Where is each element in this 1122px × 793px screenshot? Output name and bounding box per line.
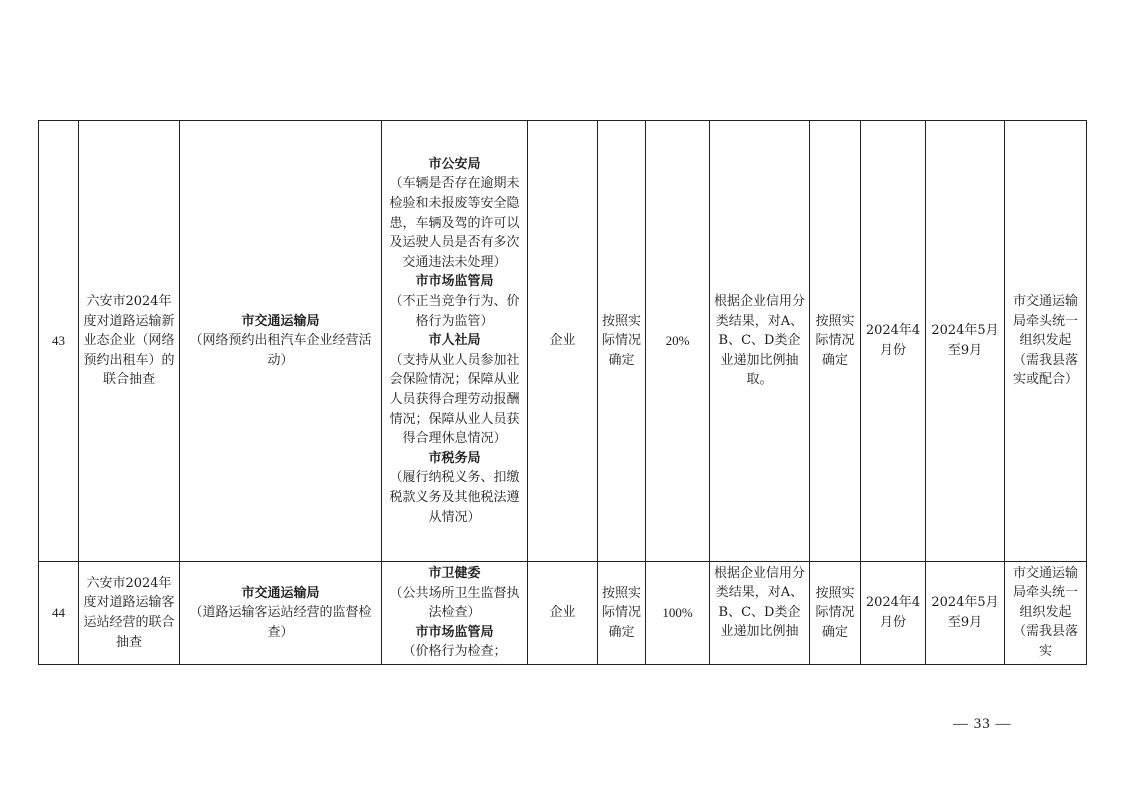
lead-department (180, 562, 382, 665)
row-number: 44 (39, 562, 79, 665)
support-dept-desc: （公共场所卫生监督执法检查） (389, 585, 520, 621)
support-dept-desc: （履行纳税义务、扣缴税款义务及其他税法遵从情况） (389, 470, 520, 525)
support-dept-name: 市税务局 (428, 450, 481, 466)
support-dept-name: 市公安局 (428, 156, 481, 172)
lead-dept-desc: （网络预约出租汽车企业经营活动） (189, 333, 372, 368)
lead-dept-name: 市交通运输局 (241, 313, 320, 329)
table-row (39, 121, 1087, 562)
remark-text: 市交通运输局牵头统一组织发起（需我县落实 (1012, 565, 1078, 659)
support-dept-name: 市市场监管局 (415, 624, 494, 640)
row-number: 43 (39, 121, 79, 562)
inspection-object: 企业 (528, 121, 598, 562)
support-dept-desc: （价格行为检查； (402, 644, 507, 660)
start-time: 2024年4月份 (861, 562, 926, 665)
inspection-object: 企业 (528, 562, 598, 665)
inspection-count: 按照实际情况确定 (598, 562, 646, 665)
inspection-ratio: 100% (646, 562, 710, 665)
inspection-table (38, 120, 1087, 665)
support-dept-desc: （支持从业人员参加社会保险情况；保障从业人员获得合理劳动报酬情况；保障从业人员获得合理休息情况） (389, 352, 520, 447)
remark (1005, 562, 1087, 665)
table-row (39, 562, 1087, 665)
lead-department (180, 121, 382, 562)
inspection-method (710, 562, 810, 665)
lead-dept-name: 市交通运输局 (241, 585, 320, 601)
support-dept-desc: （不正当竞争行为、价格行为监管） (389, 294, 520, 329)
support-departments (382, 121, 528, 562)
inspection-frequency: 按照实际情况确定 (810, 562, 861, 665)
task-name: 六安市2024年度对道路运输新业态企业（网络预约出租车）的联合抽查 (79, 121, 180, 562)
support-dept-name: 市市场监管局 (415, 274, 494, 290)
inspection-ratio: 20% (646, 121, 710, 562)
remark: 市交通运输局牵头统一组织发起（需我县落实或配合） (1005, 121, 1087, 562)
support-departments (382, 562, 528, 665)
support-dept-name: 市卫健委 (428, 566, 481, 582)
period: 2024年5月至9月 (926, 562, 1005, 665)
start-time: 2024年4月份 (861, 121, 926, 562)
period: 2024年5月至9月 (926, 121, 1005, 562)
page-number: — 33 — (953, 716, 1012, 732)
lead-dept-desc: （道路运输客运站经营的监督检查） (189, 605, 372, 640)
inspection-count: 按照实际情况确定 (598, 121, 646, 562)
inspection-method-text: 根据企业信用分类结果，对A、B、C、D类企业递加比例抽 (713, 565, 805, 640)
support-dept-name: 市人社局 (428, 333, 481, 349)
support-dept-desc: （车辆是否存在逾期未检验和未报废等安全隐患，车辆及驾的许可以及运驶人员是否有多次交通违法未处理） (389, 176, 520, 270)
inspection-frequency: 按照实际情况确定 (810, 121, 861, 562)
task-name: 六安市2024年度对道路运输客运站经营的联合抽查 (79, 562, 180, 665)
inspection-method: 根据企业信用分类结果，对A、B、C、D类企业递加比例抽取。 (710, 121, 810, 562)
